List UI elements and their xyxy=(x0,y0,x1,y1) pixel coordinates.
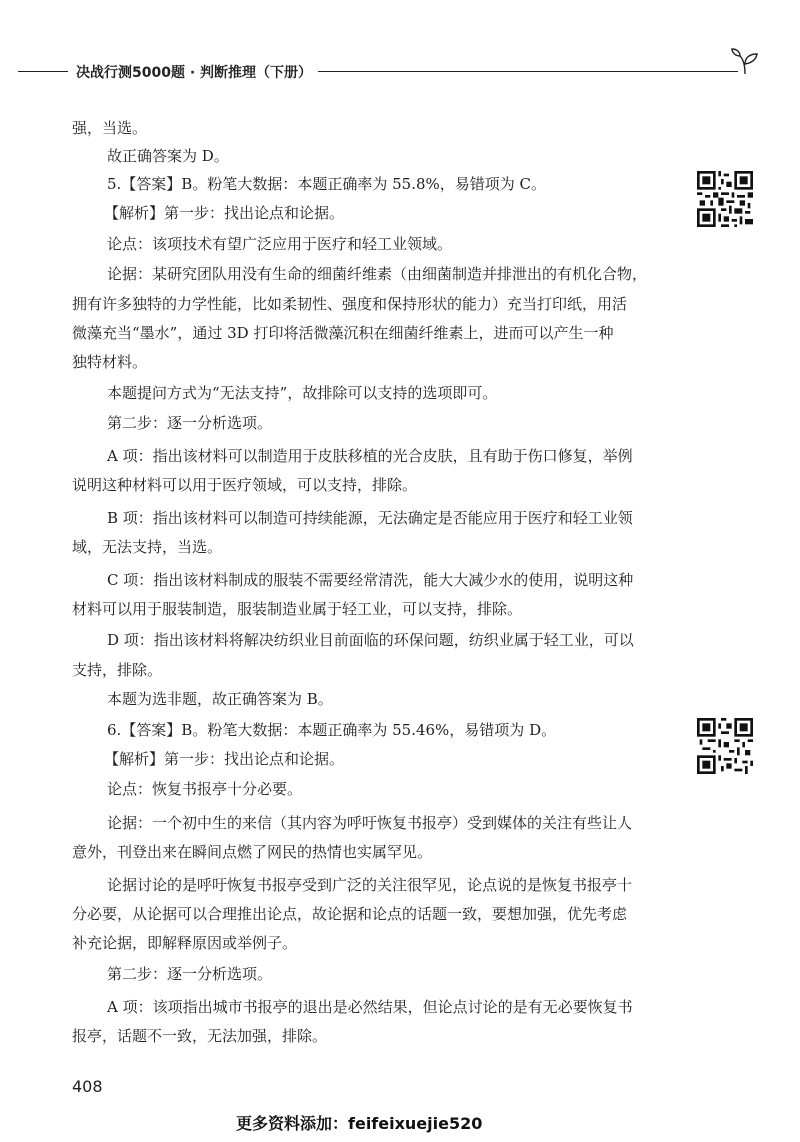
text-line: 独特材料。 xyxy=(72,353,148,371)
text-line: 第二步：逐一分析选项。 xyxy=(107,414,273,432)
text-line: 论据讨论的是呼吁恢复书报亭受到广泛的关注很罕见，论点说的是恢复书报亭十 xyxy=(107,876,633,894)
text-line: B 项：指出该材料可以制造可持续能源，无法确定是否能应用于医疗和轻工业领 xyxy=(107,509,633,527)
text-line: 补充论据，即解释原因或举例子。 xyxy=(72,934,298,952)
text-line: C 项：指出该材料制成的服装不需要经常清洗，能大大减少水的使用，说明这种 xyxy=(107,571,634,589)
sprout-icon xyxy=(730,46,760,76)
text-line: 强，当选。 xyxy=(72,119,148,137)
text-line: D 项：指出该材料将解决纺织业目前面临的环保问题，纺织业属于轻工业，可以 xyxy=(107,631,634,649)
text-line: 报亭，话题不一致，无法加强，排除。 xyxy=(72,1027,328,1045)
text-line: 意外，刊登出来在瞬间点燃了网民的热情也实属罕见。 xyxy=(72,843,433,861)
footer-note: 更多资料添加：feifeixuejie520 xyxy=(236,1114,483,1133)
book-title: 决战行测5000题 · 判断推理（下册） xyxy=(76,65,313,81)
text-line: 第二步：逐一分析选项。 xyxy=(107,965,273,983)
text-line: 本题为选非题，故正确答案为 B。 xyxy=(107,690,333,708)
text-line: 故正确答案为 D。 xyxy=(107,147,229,165)
text-line: 材料可以用于服装制造，服装制造业属于轻工业，可以支持，排除。 xyxy=(72,600,523,618)
text-line: 论点：该项技术有望广泛应用于医疗和轻工业领域。 xyxy=(107,235,453,253)
header-rule-left xyxy=(18,71,68,72)
header-rule-right xyxy=(318,71,738,72)
text-line: 本题提问方式为“无法支持”，故排除可以支持的选项即可。 xyxy=(107,384,498,402)
text-line: 拥有许多独特的力学性能，比如柔韧性、强度和保持形状的能力）充当打印纸，用活 xyxy=(72,295,628,313)
text-line: 说明这种材料可以用于医疗领域，可以支持，排除。 xyxy=(72,476,418,494)
text-line: 论据：某研究团队用没有生命的细菌纤维素（由细菌制造并排泄出的有机化合物， xyxy=(107,265,648,283)
page-number: 408 xyxy=(72,1077,103,1096)
analysis-heading: 【解析】第一步：找出论点和论据。 xyxy=(104,204,345,222)
qr-code-icon[interactable] xyxy=(697,171,753,227)
text-line: 论点：恢复书报亭十分必要。 xyxy=(107,780,303,798)
running-header xyxy=(18,60,738,84)
answer-heading-5: 5.【答案】B。粉笔大数据：本题正确率为 55.8%，易错项为 C。 xyxy=(107,175,547,193)
text-line: 域，无法支持，当选。 xyxy=(72,538,223,556)
text-line: A 项：指出该材料可以制造用于皮肤移植的光合皮肤，且有助于伤口修复，举例 xyxy=(107,447,633,465)
answer-heading-6: 6.【答案】B。粉笔大数据：本题正确率为 55.46%，易错项为 D。 xyxy=(107,721,557,739)
qr-code-icon[interactable] xyxy=(697,718,753,774)
analysis-heading: 【解析】第一步：找出论点和论据。 xyxy=(104,750,345,768)
text-line: 支持，排除。 xyxy=(72,661,163,679)
text-line: 论据：一个初中生的来信（其内容为呼吁恢复书报亭）受到媒体的关注有些让人 xyxy=(107,814,633,832)
text-line: A 项：该项指出城市书报亭的退出是必然结果，但论点讨论的是有无必要恢复书 xyxy=(107,998,633,1016)
text-line: 分必要，从论据可以合理推出论点，故论据和论点的话题一致，要想加强，优先考虑 xyxy=(72,905,628,923)
text-line: 微藻充当“墨水”，通过 3D 打印将活微藻沉积在细菌纤维素上，进而可以产生一种 xyxy=(72,324,614,342)
